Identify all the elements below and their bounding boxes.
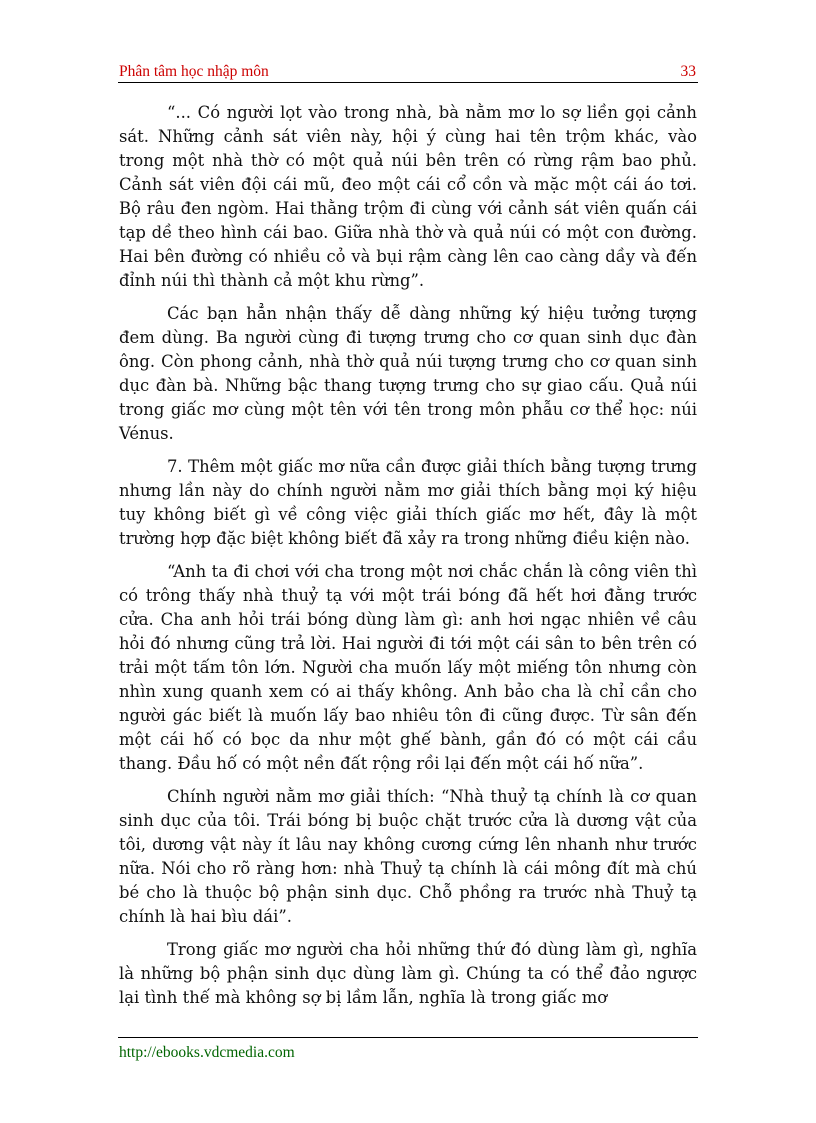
footer-url-link[interactable]: http://ebooks.vdcmedia.com [119,1044,295,1061]
body-paragraph: “Anh ta đi chơi với cha trong một nơi chắc chắn là công viên thì có trông thấy nhà thuỷ tạ với một trái bóng đã hết hơi đằng trước cửa. Cha anh hỏi trái bóng dùng làm gì: anh hơi ngạc nhiên về câu hỏi đó nhưng cũng trả lời. Hai người đi tới một cái sân to bên trên có trải một tấm tôn lớn. Người cha muốn lấy một miếng tôn nhưng còn nhìn xung quanh xem có ai thấy không. Anh bảo cha là chỉ cần cho người gác biết là muốn lấy bao nhiêu tôn đi cũng được. Từ sân đến một cái hố có bọc da như một ghế bành, gần đó có một cái cầu thang. Đầu hố có một nền đất rộng rồi lại đến một cái hố nữa”. [119,562,697,773]
body-paragraph: Trong giấc mơ người cha hỏi những thứ đó dùng làm gì, nghĩa là những bộ phận sinh dục dùng làm gì. Chúng ta có thể đảo ngược lại tình thế mà không sợ bị lầm lẫn, nghĩa là trong giấc mơ [119,940,697,1007]
page-body [119,101,697,1019]
page-footer [118,1037,698,1061]
page-header [118,62,698,83]
body-paragraph: Các bạn hẳn nhận thấy dễ dàng những ký hiệu tưởng tượng đem dùng. Ba người cùng đi tượng trưng cho cơ quan sinh dục đàn ông. Còn phong cảnh, nhà thờ quả núi tượng trưng cho cơ quan sinh dục đàn bà. Những bậc thang tượng trưng cho sự giao cấu. Quả núi trong giấc mơ cùng một tên với tên trong môn phẫu cơ thể học: núi Vénus. [119,304,697,443]
book-title: Phân tâm học nhập môn [119,63,269,80]
body-paragraph: 7. Thêm một giấc mơ nữa cần được giải thích bằng tượng trưng nhưng lần này do chính người nằm mơ giải thích bằng mọi ký hiệu tuy không biết gì về công việc giải thích giấc mơ hết, đây là một trường hợp đặc biệt không biết đã xảy ra trong những điều kiện nào. [119,457,697,548]
body-paragraph: Chính người nằm mơ giải thích: “Nhà thuỷ tạ chính là cơ quan sinh dục của tôi. Trái bóng bị buộc chặt trước cửa là dương vật của tôi, dương vật này ít lâu nay không cương cứng lên nhanh như trước nữa. Nói cho rõ ràng hơn: nhà Thuỷ tạ chính là cái mông đít mà chú bé cho là thuộc bộ phận sinh dục. Chỗ phồng ra trước nhà Thuỷ tạ chính là hai bìu dái”. [119,787,697,926]
body-paragraph: “... Có người lọt vào trong nhà, bà nằm mơ lo sợ liền gọi cảnh sát. Những cảnh sát viên này, hội ý cùng hai tên trộm khác, vào trong một nhà thờ có một quả núi bên trên có rừng rậm bao phủ. Cảnh sát viên đội cái mũ, đeo một cái cổ cồn và mặc một cái áo tơi. Bộ râu đen ngòm. Hai thằng trộm đi cùng với cảnh sát viên quấn cái tạp dề theo hình cái bao. Giữa nhà thờ và quả núi có một con đường. Hai bên đường có nhiều cỏ và bụi rậm càng lên cao càng dầy và đến đỉnh núi thì thành cả một khu rừng”. [119,103,697,290]
page-number: 33 [680,63,696,80]
